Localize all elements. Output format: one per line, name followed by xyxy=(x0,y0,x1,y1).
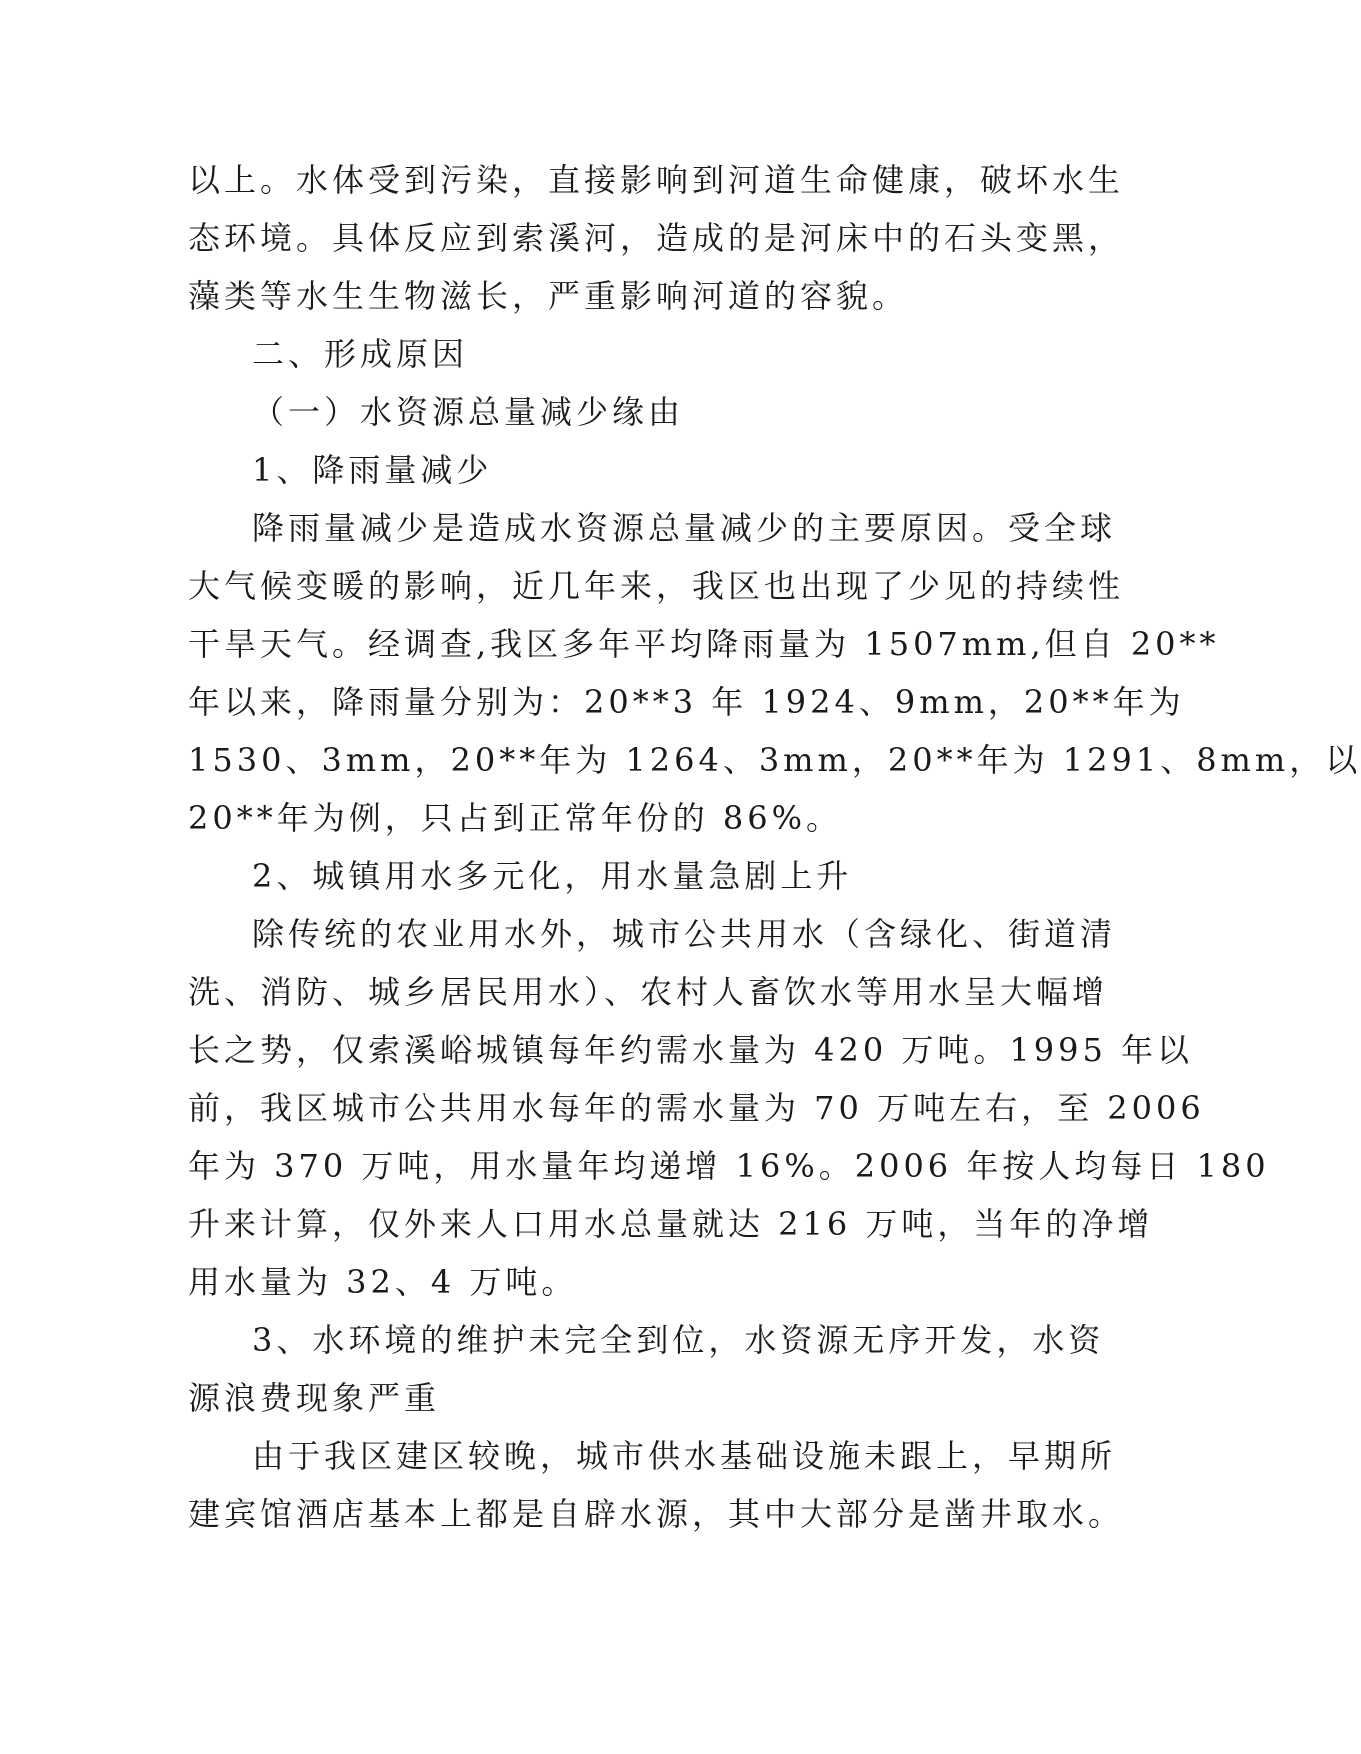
paragraph-line: 升来计算，仅外来人口用水总量就达 216 万吨，当年的净增 xyxy=(188,1205,1154,1243)
paragraph-line: 建宾馆酒店基本上都是自辟水源，其中大部分是凿井取水。 xyxy=(188,1495,1125,1533)
paragraph-line: 年为 370 万吨，用水量年均递增 16%。2006 年按人均每日 180 xyxy=(188,1147,1270,1185)
paragraph-line: 年以来，降雨量分别为：20**3 年 1924、9mm，20**年为 xyxy=(188,683,1185,721)
paragraph-line: 用水量为 32、4 万吨。 xyxy=(188,1263,578,1301)
subsection-heading: （一）水资源总量减少缘由 xyxy=(252,393,685,431)
paragraph-line: 20**年为例，只占到正常年份的 86%。 xyxy=(188,799,843,837)
paragraph-line: 降雨量减少是造成水资源总量减少的主要原因。受全球 xyxy=(252,509,1117,547)
paragraph-line: 以上。水体受到污染，直接影响到河道生命健康，破坏水生 xyxy=(188,161,1125,199)
paragraph-line: 藻类等水生生物滋长，严重影响河道的容貌。 xyxy=(188,277,909,315)
document-body xyxy=(188,151,1361,1543)
paragraph-line: 由于我区建区较晚，城市供水基础设施未跟上，早期所 xyxy=(252,1437,1117,1475)
paragraph-line: 洗、消防、城乡居民用水）、农村人畜饮水等用水呈大幅增 xyxy=(188,973,1109,1011)
paragraph-line: 态环境。具体反应到索溪河，造成的是河床中的石头变黑， xyxy=(188,219,1125,257)
item-heading: 1、降雨量减少 xyxy=(252,451,493,489)
item-heading: 2、城镇用水多元化，用水量急剧上升 xyxy=(252,857,853,895)
paragraph-line: 干旱天气。经调查,我区多年平均降雨量为 1507mm,但自 20** xyxy=(188,625,1220,663)
paragraph-line: 大气候变暖的影响，近几年来，我区也出现了少见的持续性 xyxy=(188,567,1125,605)
item-heading: 3、水环境的维护未完全到位，水资源无序开发，水资 xyxy=(252,1321,1105,1359)
paragraph-line: 前，我区城市公共用水每年的需水量为 70 万吨左右，至 2006 xyxy=(188,1089,1205,1127)
paragraph-line: 1530、3mm，20**年为 1264、3mm，20**年为 1291、8mm，以 xyxy=(188,741,1361,779)
paragraph-line: 除传统的农业用水外，城市公共用水（含绿化、街道清 xyxy=(252,915,1117,953)
section-heading: 二、形成原因 xyxy=(252,335,469,373)
item-heading-continued: 源浪费现象严重 xyxy=(188,1379,441,1417)
paragraph-line: 长之势，仅索溪峪城镇每年约需水量为 420 万吨。1995 年以 xyxy=(188,1031,1194,1069)
